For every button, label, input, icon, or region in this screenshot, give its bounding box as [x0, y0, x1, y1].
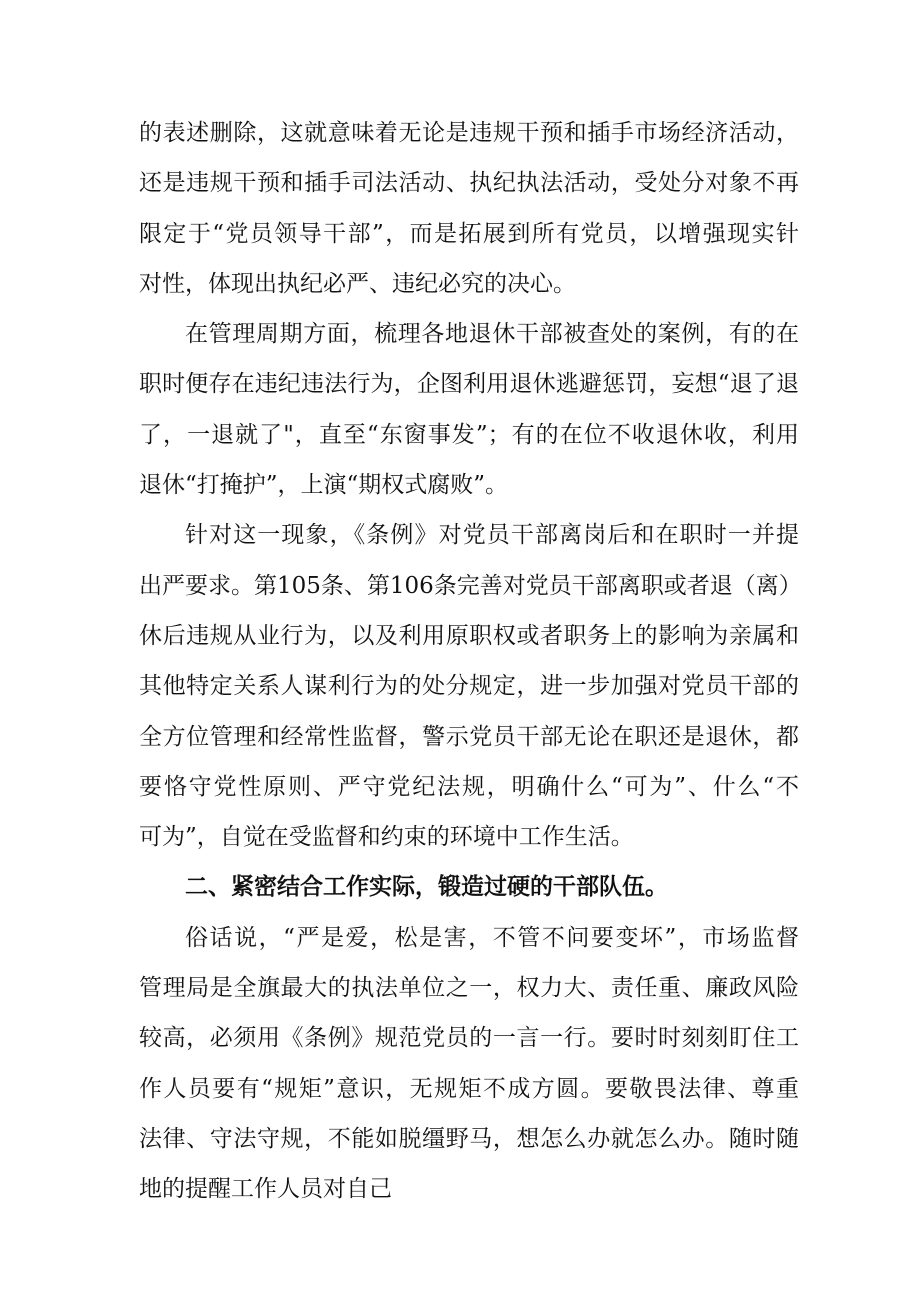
text-line: 限定于“党员领导干部”，而是拓展到所有党员，以增强现实针 [139, 220, 799, 247]
text-line: 休后违规从业行为，以及利用原职权或者职务上的影响为亲属和 [139, 622, 799, 649]
text-line: 了，一退就了"，直至“东窗事发”；有的在位不收退休收，利用 [139, 421, 799, 448]
text-line: 较高，必须用《条例》规范党员的一言一行。要时时刻刻盯住工 [139, 1025, 799, 1052]
text-line: 还是违规干预和插手司法活动、执纪执法活动，受处分对象不再 [139, 170, 799, 197]
paragraph-1 [139, 108, 799, 309]
text-line: 退休“打掩护”，上演“期权式腐败”。 [139, 472, 509, 499]
text-line: 针对这一现象，《条例》对党员干部离岗后和在职时一并提 [185, 522, 799, 549]
text-line: 可为”，自觉在受监督和约束的环境中工作生活。 [139, 824, 634, 851]
paragraph-4 [139, 913, 799, 1215]
text-line: 俗话说，“严是爱，松是害，不管不问要变坏”，市场监督 [185, 924, 799, 951]
paragraph-2 [139, 309, 799, 510]
text-line: 在管理周期方面，梳理各地退休干部被查处的案例，有的在 [185, 321, 799, 348]
document-body [139, 108, 802, 1215]
text-line: 作人员要有“规矩”意识，无规矩不成方圆。要敬畏法律、尊重 [139, 1075, 799, 1102]
text-line: 法律、守法守规，不能如脱缰野马，想怎么办就怎么办。随时随 [139, 1125, 799, 1152]
section-heading: 二、紧密结合工作实际，锻造过硬的干部队伍。 [185, 874, 668, 901]
text-line: 管理局是全旗最大的执法单位之一，权力大、责任重、廉政风险 [139, 975, 799, 1002]
text-line: 对性，体现出执纪必严、违纪必究的决心。 [139, 270, 576, 297]
text-line: 要恪守党性原则、严守党纪法规，明确什么“可为”、什么“不 [139, 773, 799, 800]
text-line: 职时便存在违纪违法行为，企图利用退休逃避惩罚，妄想“退了退 [139, 371, 799, 398]
text-line: 地的提醒工作人员对自己 [139, 1176, 392, 1203]
text-line: 的表述删除，这就意味着无论是违规干预和插手市场经济活动， [139, 120, 799, 146]
text-line: 出严要求。第105条、第106条完善对党员干部离职或者退（离） [139, 572, 802, 599]
text-line: 其他特定关系人谋利行为的处分规定，进一步加强对党员干部的 [139, 673, 799, 700]
paragraph-3 [139, 510, 802, 862]
text-line: 全方位管理和经常性监督，警示党员干部无论在职还是退休，都 [139, 723, 799, 750]
